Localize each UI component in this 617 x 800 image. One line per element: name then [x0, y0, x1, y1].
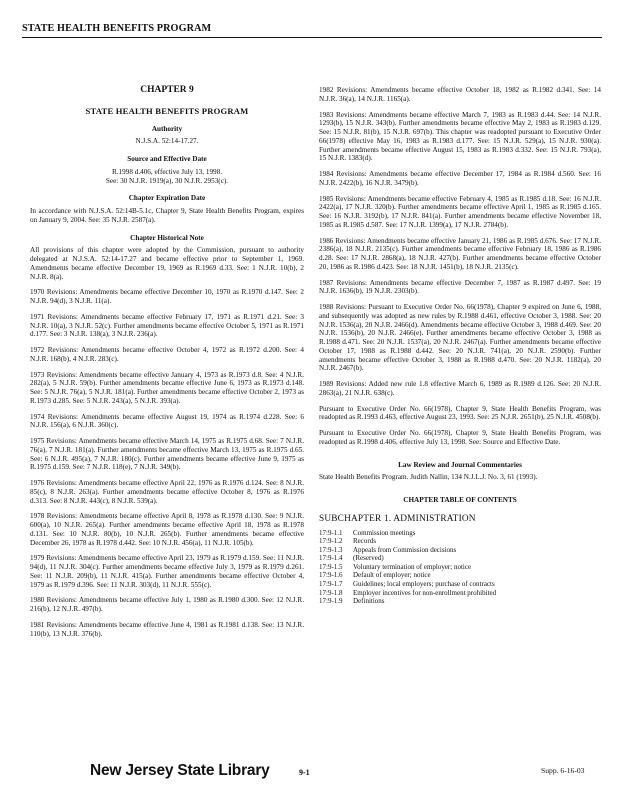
expiration-heading: Chapter Expiration Date [128, 194, 206, 203]
historical-heading: Chapter Historical Note [130, 233, 204, 242]
toc-section-number: 17:9-1.9 [319, 597, 343, 606]
revision-paragraph: 1987 Revisions: Amendments became effective December 7, 1987 as R.1987 d.497. See: 19 N.J.R. 1636(b), 19 N.J.R. 2303(b). [319, 278, 601, 296]
toc-entry[interactable] [319, 580, 601, 589]
toc-section-title: Employer incentives for non-enrollment prohibited [353, 588, 497, 597]
toc-section-title: (Reserved) [353, 554, 384, 563]
right-column [319, 86, 601, 606]
historical-paragraph: 1974 Revisions: Amendments became effective August 19, 1974 as R.1974 d.228. See: 6 N.J.R. 156(a), 6 N.J.R. 360(c). [30, 412, 304, 430]
revision-paragraph: 1983 Revisions: Amendments became effective March 7, 1983 as R.1983 d.44. See: 14 N.J.R. 1293(b), 15 N.J.R. 343(b). Further amendments became effective May 2, 1983 as R.1983 d.129. See: 15 N.J.R. 81(b), 15 N.J.R. 697(b). This chapter was readopted pursuant to Executive Order 66(1978) effective May 16, 1983 as R.1983 d.177. See: 15 N.J.R. 529(a), 15 N.J.R. 930(a). Further amendments became effective August 15, 1983 as R.1983 d.332. See: 15 N.J.R. 793(a), 15 N.J.R. 1383(d). [319, 110, 601, 163]
source-line: See: 30 N.J.R. 1919(a), 30 N.J.R. 2953(c). [105, 176, 229, 185]
toc-heading: CHAPTER TABLE OF CONTENTS [403, 496, 517, 504]
toc-section-title: Voluntary termination of employer; notice [353, 562, 472, 571]
historical-paragraph: 1976 Revisions: Amendments became effective April 22, 1976 as R.1976 d.124. See: 8 N.J.R. 85(c), 8 N.J.R. 263(a). Further amendments became effective October 8, 1976 as R.1976 d.313. See: 8 N.J.R. 443(c), 8 N.J.R. 539(a). [30, 479, 304, 505]
library-stamp: New Jersey State Library [90, 762, 270, 779]
law-review-text: State Health Benefits Program. Judith Nallin, 134 N.J.L.J. No. 3, 61 (1993). [319, 473, 538, 482]
historical-paragraph: 1971 Revisions: Amendments became effective February 17, 1971 as R.1971 d.21. See: 3 N.J.R. 10(a), 3 N.J.R. 52(c). Further amendments became effective October 5, 1971 as R.1971 d.177. See: 3 N.J.R. 138(a), 3 N.J.R. 236(a). [30, 312, 304, 339]
historical-paragraph: 1972 Revisions: Amendments became effective October 4, 1972 as R.1972 d.200. See: 4 N.J.R. 168(b), 4 N.J.R. 283(c). [30, 346, 304, 363]
toc-entry[interactable] [319, 537, 601, 546]
toc-section-title: Records [353, 537, 376, 546]
toc-entry[interactable] [319, 546, 601, 555]
toc-entry[interactable] [319, 563, 601, 572]
historical-paragraph: 1981 Revisions: Amendments became effective June 4, 1981 as R.1981 d.138. See: 13 N.J.R. 110(b), 13 N.J.R. 376(b). [30, 620, 304, 638]
toc-section-number: 17:9-1.4 [319, 554, 343, 563]
revision-paragraph: Pursuant to Executive Order No. 66(1978), Chapter 9, State Health Benefits Program, was readopted as R.1998 d.406, effective July 13, 1998. See: Source and Effective Date. [319, 429, 601, 446]
toc-entry[interactable] [319, 554, 601, 563]
revision-paragraph: Pursuant to Executive Order No. 66(1978), Chapter 9, State Health Benefits Program, was readopted as R.1993 d.463, effective August 23, 1993. See: 25 N.J.R. 2651(b), 25 N.J.R. 4508(b). [319, 404, 601, 422]
authority-heading: Authority [151, 124, 183, 133]
historical-paragraph: 1980 Revisions: Amendments became effective July 1, 1980 as R.1980 d.300. See: 12 N.J.R. 216(b), 12 N.J.R. 497(b). [30, 596, 304, 613]
toc-section-title: Definitions [353, 597, 385, 606]
law-review-heading: Law Review and Journal Commentaries [398, 460, 522, 469]
toc-entry[interactable] [319, 597, 601, 606]
revision-paragraph: 1984 Revisions: Amendments became effective December 17, 1984 as R.1984 d.560. See: 16 N.J.R. 2422(b), 16 N.J.R. 3479(b). [319, 170, 601, 187]
page-number: 9-1 [299, 768, 310, 777]
table-of-contents [319, 529, 601, 606]
toc-section-title: Guidelines; local employers; purchase of contracts [353, 580, 495, 589]
authority-text: N.J.S.A. 52:14-17.27. [135, 137, 199, 146]
historical-paragraph: 1979 Revisions: Amendments became effective April 23, 1979 as R.1979 d.159. See: 11 N.J.R. 94(d), 11 N.J.R. 304(c). Further amendments became effective July 3, 1979 as R.1979 d.261. See: 11 N.J.R. 209(b), 11 N.J.R. 415(a). Further amendments became effective October 4, 1979 as R.1979 d.396. See: 11 N.J.R. 303(d), 11 N.J.R. 555(c). [30, 554, 304, 589]
historical-paragraph: 1970 Revisions: Amendments became effective December 10, 1970 as R.1970 d.147. See: 2 N.J.R. 94(d), 3 N.J.R. 11(a). [30, 288, 304, 305]
toc-entry[interactable] [319, 571, 601, 580]
toc-section-title: Commission meetings [353, 528, 416, 537]
toc-section-number: 17:9-1.3 [319, 545, 343, 554]
revision-paragraph: 1988 Revisions: Pursuant to Executive Order No. 66(1978), Chapter 9 expired on June 6, 1988, and subsequently was adopted as new rules by R.1988 d.461, effective October 3, 1988. See: 20 N.J.R. 1536(a), 20 N.J.R. 2466(d). Amendments became effective October 3, 1988 d.469. See: 20 N.J.R. 1536(b), 20 N.J.R. 2466(e). Further amendments became effective October 3, 1988 as R.1988 d.471. See: 20 N.J.R. 1537(a), 20 N.J.R. 2467(a). Further amendments became effective October 17, 1988 as R.1988 d.442. See: 20 N.J.R. 741(a), 20 N.J.R. 2590(b). Further amendments became effective October 3, 1988 as R.1988 d.470. See: 20 N.J.R. 1182(a), 20 N.J.R. 2467(b). [319, 303, 601, 373]
supplement-date: Supp. 6-16-03 [541, 766, 585, 775]
historical-paragraph: 1975 Revisions: Amendments became effective March 14, 1975 as R.1975 d.68. See: 7 N.J.R. 76(a), 7 N.J.R. 181(a). Further amendments became effective March 13, 1975 as R.1975 d.65. See: 6 N.J.R. 495(a), 7 N.J.R. 180(c). Further amendments became effective June 9, 1975 as R.1975 d.159. See: 7 N.J.R. 118(e), 7 N.J.R. 349(b). [30, 437, 304, 472]
revision-paragraph: 1986 Revisions: Amendments became effective January 21, 1986 as R.1985 d.676. See: 17 N.J.R. 2386(a), 18 N.J.R. 2135(c). Further amendments became effective February 18, 1986 as R.1986 d.28. See: 17 N.J.R. 2868(a), 18 N.J.R. 427(b). Further amendments became effective October 20, 1986 as R.1986 d.423. See: 18 N.J.R. 1451(b), 18 N.J.R. 2135(c). [319, 236, 601, 271]
historical-paragraph: 1978 Revisions: Amendments became effective April 8, 1978 as R.1978 d.130. See: 9 N.J.R. 600(a), 10 N.J.R. 265(a). Further amendments became effective April 18, 1978 as R.1978 d.131. See: 10 N.J.R. 80(b), 10 N.J.R. 265(b). Further amendments became effective December 26, 1978 as R.1978 d.442. See: 10 N.J.R. 456(a), 11 N.J.R. 105(b). [30, 512, 304, 547]
toc-entry[interactable] [319, 529, 601, 538]
expiration-text: In accordance with N.J.S.A. 52:14B-5.1c, Chapter 9, State Health Benefits Program, expires on January 9, 2004. See: 35 N.J.R. 2587(a). [30, 207, 304, 224]
revision-paragraph: 1985 Revisions: Amendments became effective February 4, 1985 as R.1985 d.18. See: 16 N.J.R. 2422(a), 17 N.J.R. 320(b). Further amendments became effective April 1, 1985 as R.1985 d.165. See: 16 N.J.R. 3192(b), 17 N.J.R. 841(a). Further amendments became effective November 18, 1985 as R.1985 d.587. See: 17 N.J.R. 1399(a), 17 N.J.R. 2784(b). [319, 194, 601, 229]
toc-section-title: Default of employer; notice [353, 571, 431, 580]
toc-section-number: 17:9-1.6 [319, 571, 343, 580]
toc-section-number: 17:9-1.2 [319, 537, 343, 546]
revision-paragraph: 1989 Revisions: Added new rule 1.8 effective March 6, 1989 as R.1989 d.126. See: 20 N.J.R. 2863(a), 21 N.J.R. 638(c). [319, 380, 601, 397]
toc-section-title: Appeals from Commission decisions [353, 545, 457, 554]
revision-paragraph: 1982 Revisions: Amendments became effective October 18, 1982 as R.1982 d.341. See: 14 N.J.R. 36(a), 14 N.J.R. 1165(a). [319, 86, 601, 103]
toc-section-number: 17:9-1.8 [319, 588, 343, 597]
historical-note [30, 246, 304, 638]
header-rule [22, 37, 602, 38]
historical-paragraph: 1973 Revisions: Amendments became effective January 4, 1973 as R.1973 d.8. See: 4 N.J.R. 282(a), 5 N.J.R. 59(b). Further amendments became effective June 6, 1973 as R.1973 d.148. See: 5 N.J.R. 76(a), 5 N.J.R. 181(a). Further amendments became effective October 2, 1973 as R.1973 d.285. See: 5 N.J.R. 243(a), 5 N.J.R. 393(a). [30, 370, 304, 405]
running-head: STATE HEALTH BENEFITS PROGRAM [22, 23, 212, 34]
toc-entry[interactable] [319, 589, 601, 598]
toc-section-number: 17:9-1.5 [319, 562, 343, 571]
source-line: R.1998 d.406, effective July 13, 1998. [111, 167, 223, 176]
source-heading: Source and Effective Date [127, 155, 207, 163]
left-column [30, 86, 304, 645]
revision-notes [319, 86, 601, 447]
subchapter-title: SUBCHAPTER 1. ADMINISTRATION [319, 513, 476, 524]
toc-section-number: 17:9-1.7 [319, 580, 343, 589]
chapter-number: CHAPTER 9 [140, 85, 194, 95]
historical-paragraph: All provisions of this chapter were adopted by the Commission, pursuant to authority delegated at N.J.S.A. 52:14-17.27 and became effective prior to September 1, 1969. Amendments became effective December 19, 1969 as R.1969 d.33. See: 1 N.J.R. 10(b), 2 N.J.R. 8(a). [30, 246, 304, 281]
chapter-title: STATE HEALTH BENEFITS PROGRAM [85, 105, 249, 116]
toc-section-number: 17:9-1.1 [319, 528, 343, 537]
